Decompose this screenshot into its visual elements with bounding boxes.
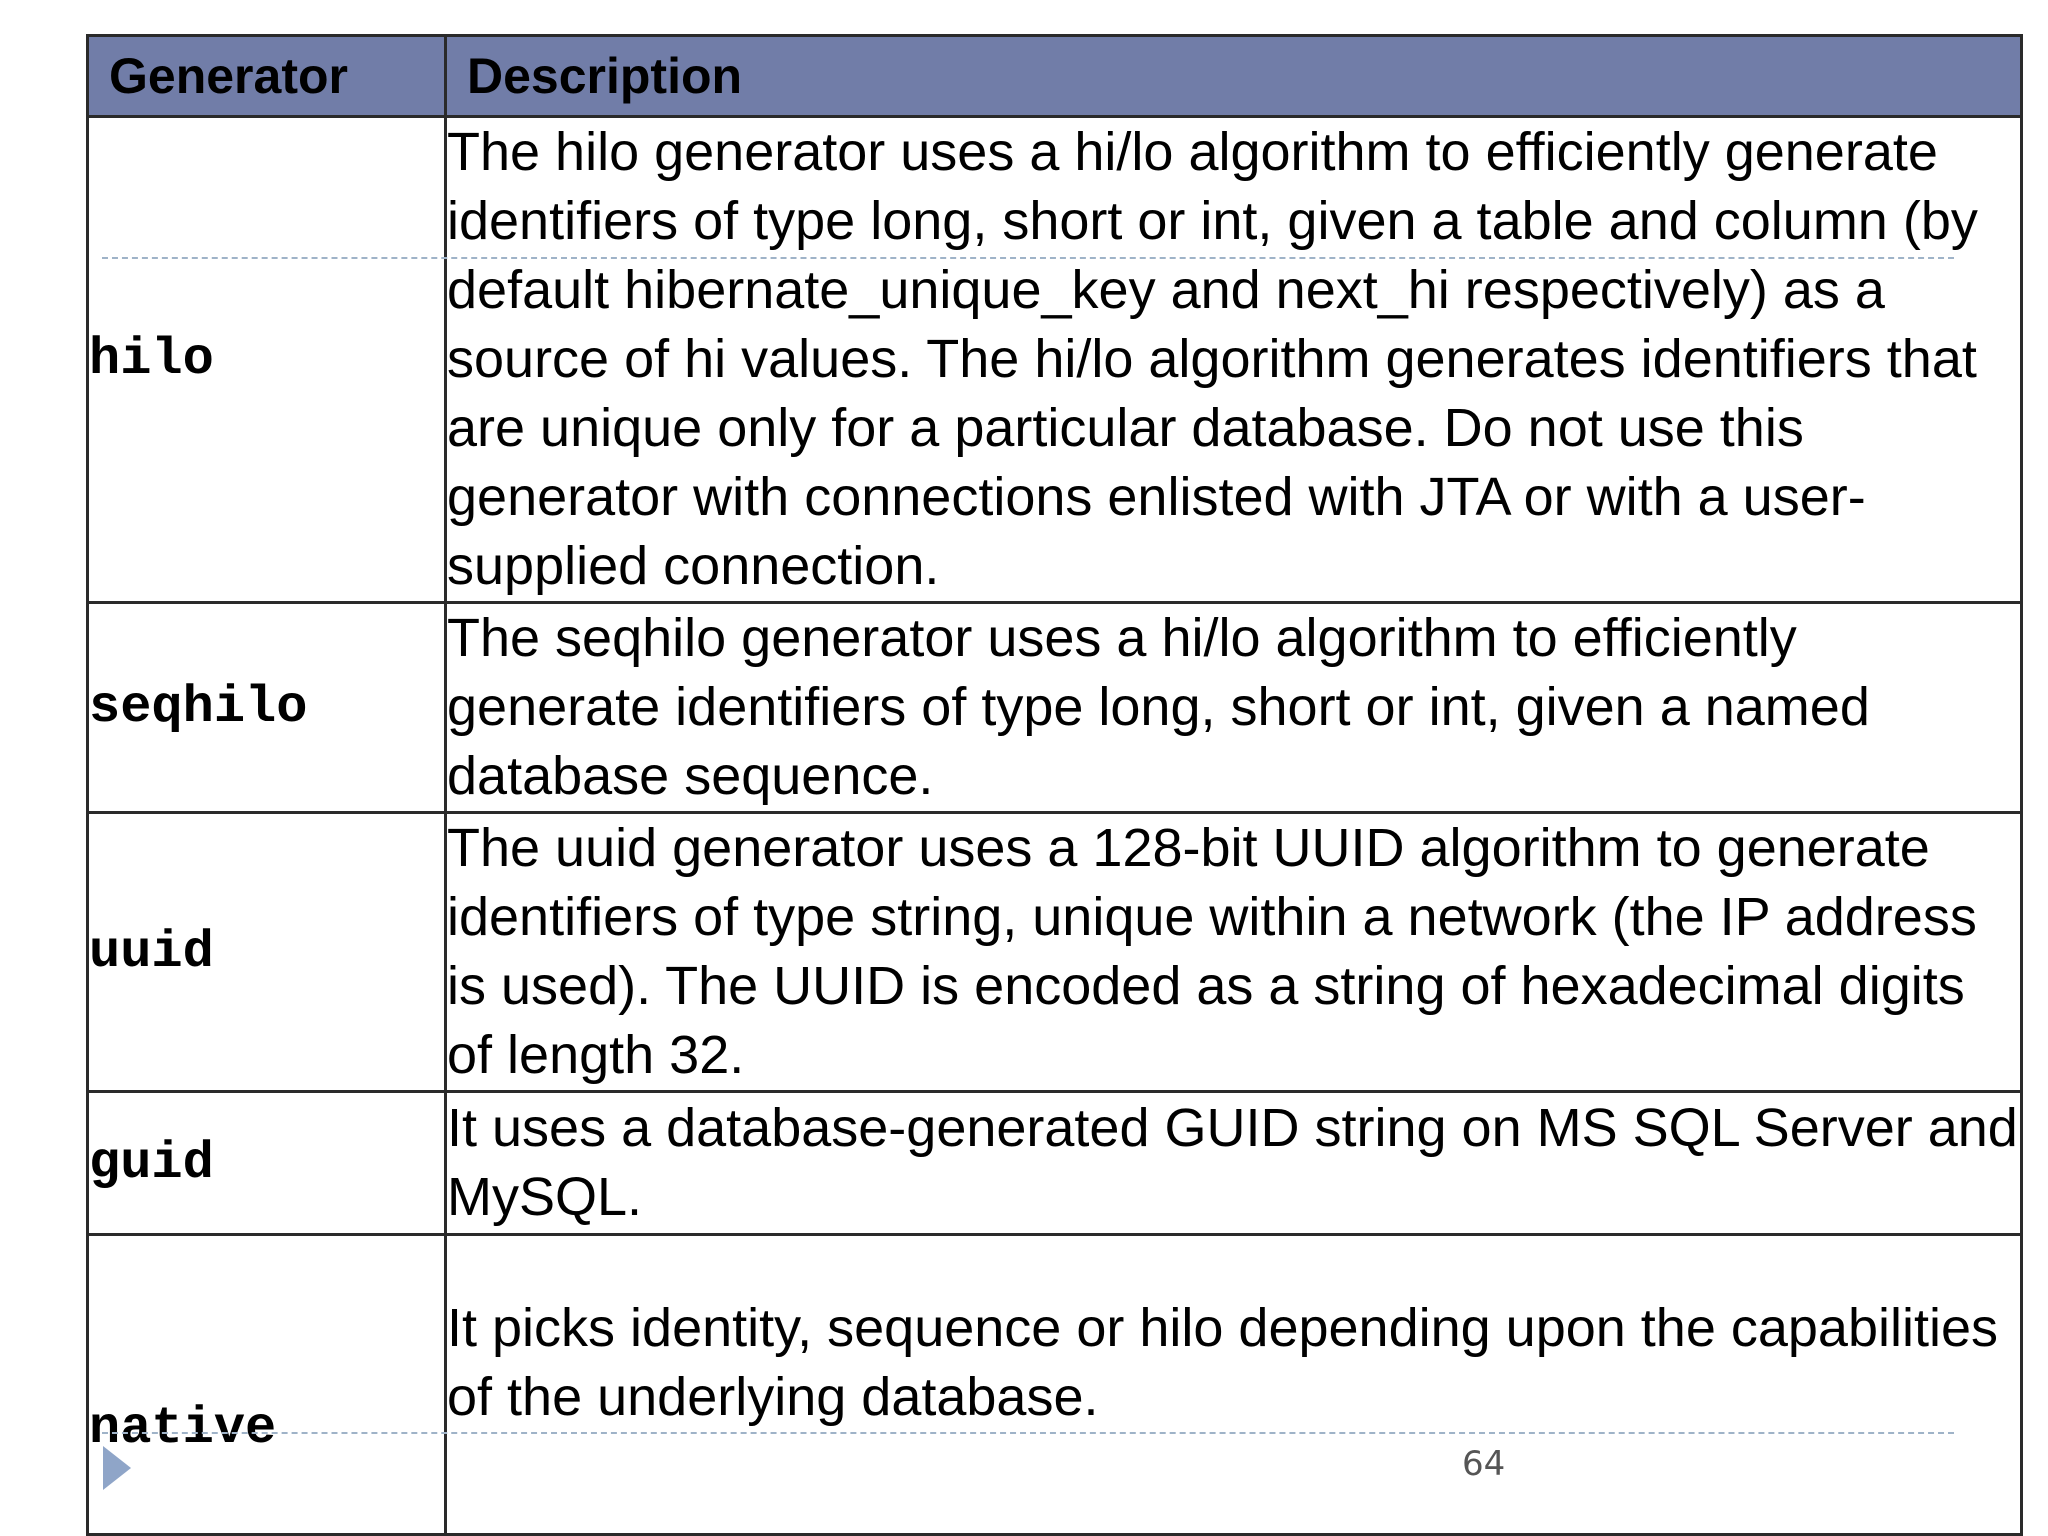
- table-row: [88, 1235, 2022, 1535]
- generator-name: hilo: [88, 117, 446, 603]
- table-row: [88, 813, 2022, 1092]
- triangle-right-icon[interactable]: [103, 1446, 131, 1490]
- table-row: [88, 1092, 2022, 1235]
- table-header-row: [88, 36, 2022, 117]
- generator-description: The uuid generator uses a 128-bit UUID algorithm to generate identifiers of type string, unique within a network (the IP address is used). The UUID is encoded as a string of hexadecimal digits of length 32.: [446, 813, 2022, 1092]
- generator-name: seqhilo: [88, 603, 446, 813]
- table-row: [88, 117, 2022, 603]
- generator-name: native: [88, 1235, 446, 1535]
- column-header-generator: Generator: [88, 36, 446, 117]
- generator-table: [86, 34, 2023, 1536]
- dashed-guide-line-bottom: [102, 1432, 1954, 1434]
- generator-description: It picks identity, sequence or hilo depending upon the capabilities of the underlying database.: [446, 1235, 2022, 1535]
- generator-name: uuid: [88, 813, 446, 1092]
- generator-description: The hilo generator uses a hi/lo algorithm to efficiently generate identifiers of type long, short or int, given a table and column (by default hibernate_unique_key and next_hi respectively) as a source of hi values. The hi/lo algorithm generates identifiers that are unique only for a particular database. Do not use this generator with connections enlisted with JTA or with a user-supplied connection.: [446, 117, 2022, 603]
- dashed-guide-line-top: [102, 257, 1954, 259]
- page-number: 64: [1462, 1444, 1506, 1484]
- generator-name: guid: [88, 1092, 446, 1235]
- generator-description: The seqhilo generator uses a hi/lo algorithm to efficiently generate identifiers of type long, short or int, given a named database sequence.: [446, 603, 2022, 813]
- table-row: [88, 603, 2022, 813]
- column-header-description: Description: [446, 36, 2022, 117]
- generator-description: It uses a database-generated GUID string on MS SQL Server and MySQL.: [446, 1092, 2022, 1235]
